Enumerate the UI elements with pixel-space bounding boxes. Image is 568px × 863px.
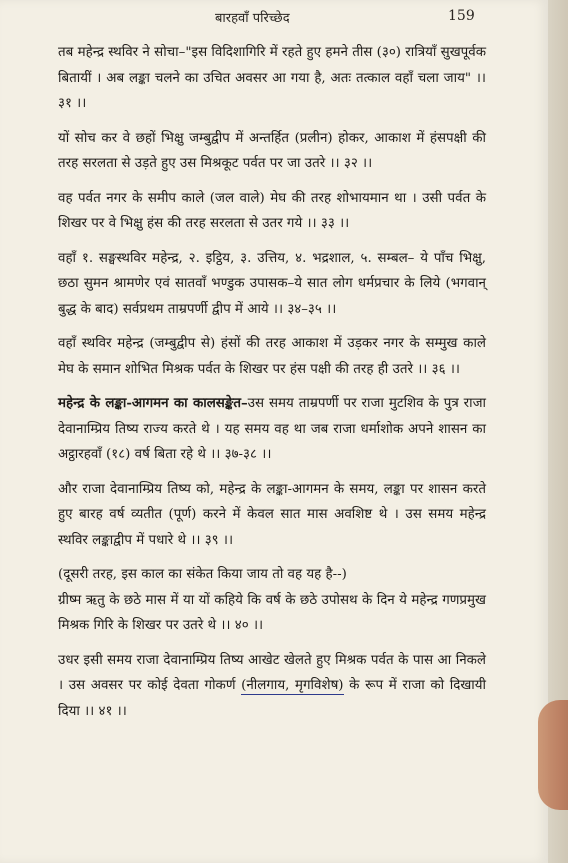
section-heading: महेन्द्र के लङ्का-आगमन का कालसङ्केत– [58, 395, 248, 411]
verse-31: तब महेन्द्र स्थविर ने सोचा–"इस विदिशागिरि में रहते हुए हमने तीस (३०) रात्रियाँ सुखपूर्वक बितायीं । अब लङ्का चलने का उचित अवसर आ गया है, अतः तत्काल वहाँ चला जाय" ।। ३१ ।। [58, 45, 486, 111]
verse-37-38: महेन्द्र के लङ्का-आगमन का कालसङ्केत–उस समय ताम्रपर्णी पर राजा मुटशिव के पुत्र राजा देवानाम्प्रिय तिष्य राज्य करते थे । यह समय वह था जब राजा धर्माशोक अपने शासन का अट्ठारहवाँ (१८) वर्ष बिता रहे थे ।। ३७-३८ ।। [58, 395, 487, 462]
alternate-note: (दूसरी तरह, इस काल का संकेत किया जाय तो वह यह है--) [58, 567, 347, 582]
page-body [58, 40, 486, 733]
page-number: 159 [448, 8, 475, 24]
thumb-shadow [538, 700, 568, 810]
underlined-gloss: (नीलगाय, मृगविशेष) [241, 678, 344, 693]
verse-32: यों सोच कर वे छहों भिक्षु जम्बुद्वीप में अन्तर्हित (प्रलीन) होकर, आकाश में हंसपक्षी की तरह सरलता से उड़ते हुए उस मिश्रकूट पर्वत पर जा उतरे ।। ३२ ।। [58, 130, 486, 171]
page-header [0, 8, 548, 30]
verse-40: ग्रीष्म ऋतु के छठे मास में या यों कहिये कि वर्ष के छठे उपोसथ के दिन ये महेन्द्र गणप्रमुख मिश्रक गिरि के शिखर पर उतरे थे ।। ४० ।। [58, 592, 486, 633]
verse-33: वह पर्वत नगर के समीप काले (जल वाले) मेघ की तरह शोभायमान था । उसी पर्वत के शिखर पर वे भिक्षु हंस की तरह सरलता से उतर गये ।। ३३ ।। [58, 190, 486, 231]
verse-41: उधर इसी समय राजा देवानाम्प्रिय तिष्य आखेट खेलते हुए मिश्रक पर्वत के पास आ निकले । उस अवसर पर कोई देवता गोकर्ण (नीलगाय, मृगविशेष) के रूप में राजा को दिखायी दिया ।। ४१ ।। [58, 652, 486, 719]
chapter-title: बारहवाँ परिच्छेद [215, 11, 290, 26]
verse-39: और राजा देवानाम्प्रिय तिष्य को, महेन्द्र के लङ्का-आगमन के समय, लङ्का पर शासन करते हुए बारह वर्ष व्यतीत (पूर्ण) करने में केवल सात मास अवशिष्ट थे । उस समय महेन्द्र स्थविर लङ्काद्वीप में पधारे थे ।। ३९ ।। [58, 481, 486, 548]
verse-36: वहाँ स्थविर महेन्द्र (जम्बुद्वीप से) हंसों की तरह आकाश में उड़कर नगर के सम्मुख काले मेघ के समान शोभित मिश्रक पर्वत के शिखर पर हंस पक्षी की तरह ही उतरे ।। ३६ ।। [58, 336, 486, 377]
verse-34-35: वहाँ १. सङ्घस्थविर महेन्द्र, २. इट्ठिय, ३. उत्तिय, ४. भद्रशाल, ५. सम्बल– ये पाँच भिक्षु, छठा सुमन श्रामणेर एवं सातवाँ भण्डुक उपासक–ये सात लोग धर्मप्रचार के लिये (भगवान् बुद्ध के बाद) सर्वप्रथम ताम्रपर्णी द्वीप में आये ।। ३४–३५ ।। [58, 250, 486, 317]
